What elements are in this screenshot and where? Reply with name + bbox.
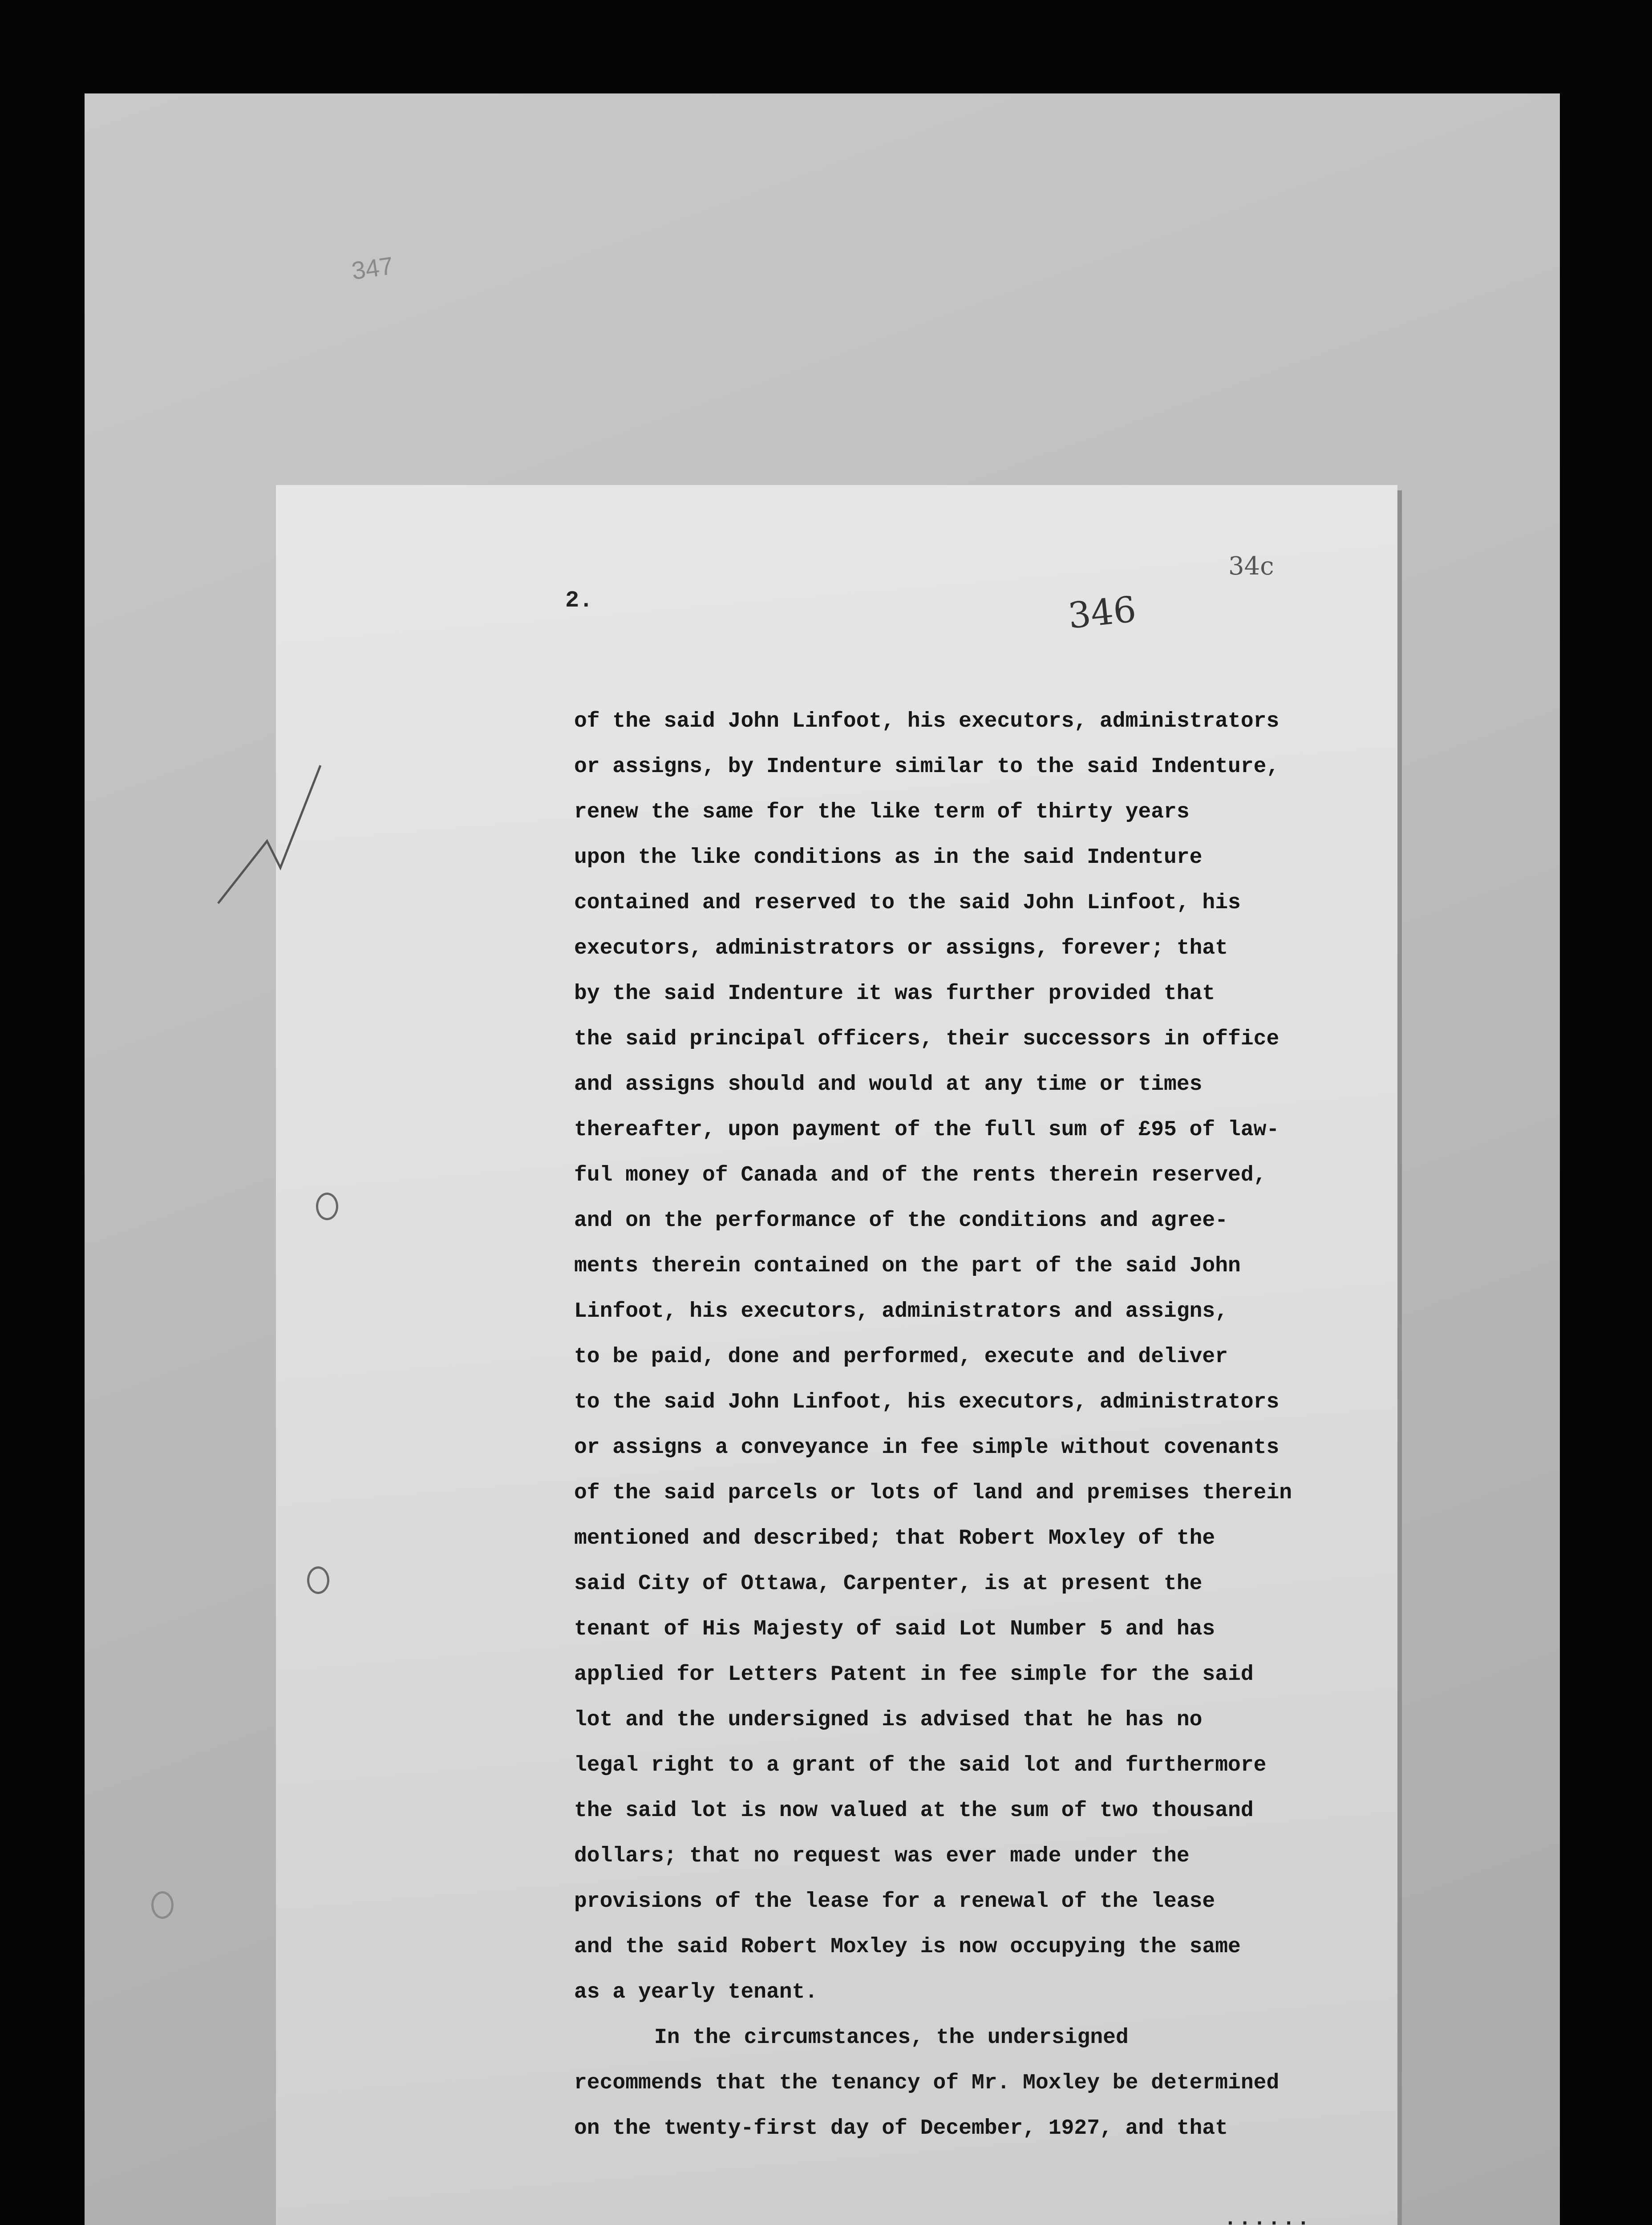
continuation-dots: ...... (1224, 2207, 1312, 2225)
text-line: renew the same for the like term of thirty years (574, 800, 1190, 824)
text-line: on the twenty-first day of December, 1927, and that (574, 2116, 1228, 2140)
text-line: upon the like conditions as in the said Indenture (574, 846, 1203, 870)
text-line: the said principal officers, their successors in office (574, 1027, 1279, 1051)
text-line: said City of Ottawa, Carpenter, is at present the (574, 1572, 1203, 1596)
text-line: or assigns, by Indenture similar to the said Indenture, (574, 755, 1279, 779)
text-line: applied for Letters Patent in fee simple for the said (574, 1663, 1254, 1687)
text-line: contained and reserved to the said John Linfoot, his (574, 891, 1241, 915)
handwritten-page-number: 346 (1066, 588, 1138, 637)
text-line: as a yearly tenant. (574, 1980, 818, 2004)
text-line: provisions of the lease for a renewal of the lease (574, 1889, 1215, 1914)
text-line: and on the performance of the conditions and agree- (574, 1209, 1228, 1233)
page-number: 2. (565, 587, 593, 614)
text-line: to the said John Linfoot, his executors, administrators (574, 1390, 1279, 1414)
text-line: and assigns should and would at any time or times (574, 1072, 1203, 1096)
text-line: the said lot is now valued at the sum of two thousand (574, 1799, 1254, 1823)
text-line: of the said parcels or lots of land and premises therein (574, 1481, 1292, 1505)
text-line: legal right to a grant of the said lot and furthermore (574, 1753, 1267, 1777)
punch-hole (316, 1193, 338, 1220)
outer-handwritten-mark: 347 (350, 251, 395, 285)
text-line: by the said Indenture it was further provided that (574, 982, 1215, 1006)
text-line: mentioned and described; that Robert Moxley of the (574, 1526, 1215, 1550)
corner-handwritten-number: 34c (1228, 552, 1274, 581)
text-line: executors, administrators or assigns, forever; that (574, 936, 1228, 960)
text-line: dollars; that no request was ever made under the (574, 1844, 1190, 1868)
handwritten-tick-mark (214, 756, 329, 917)
text-line: of the said John Linfoot, his executors, administrators (574, 709, 1279, 733)
punch-hole (307, 1566, 329, 1594)
text-line: Linfoot, his executors, administrators and assigns, (574, 1299, 1228, 1323)
text-line: thereafter, upon payment of the full sum of £95 of law- (574, 1118, 1279, 1142)
text-line: ful money of Canada and of the rents therein reserved, (574, 1163, 1267, 1187)
punch-hole (151, 1891, 174, 1919)
text-line: and the said Robert Moxley is now occupying the same (574, 1935, 1241, 1959)
text-line: to be paid, done and performed, execute and deliver (574, 1345, 1228, 1369)
text-line: lot and the undersigned is advised that he has no (574, 1708, 1203, 1732)
text-line: ments therein contained on the part of the said John (574, 1254, 1241, 1278)
text-line: recommends that the tenancy of Mr. Moxley be determined (574, 2071, 1279, 2095)
letter-body (574, 699, 1371, 2151)
text-line: tenant of His Majesty of said Lot Number 5 and has (574, 1617, 1215, 1641)
text-line: or assigns a conveyance in fee simple without covenants (574, 1436, 1279, 1460)
text-line: In the circumstances, the undersigned (654, 2026, 1129, 2050)
